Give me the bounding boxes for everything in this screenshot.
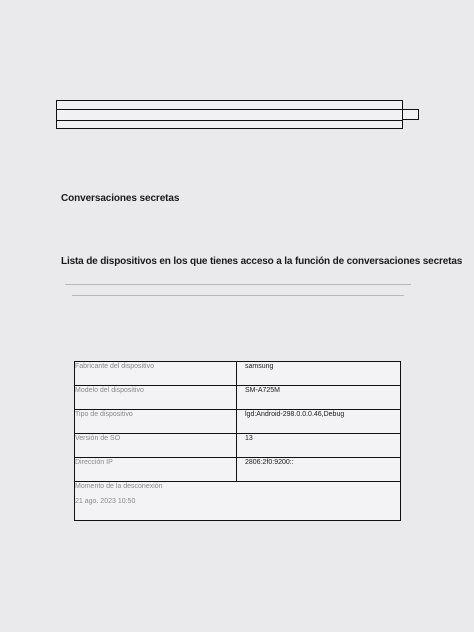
model-value: SM-A725M (245, 387, 281, 394)
disconnect-value: 21 ago. 2023 10:50 (75, 498, 136, 505)
divider (72, 295, 404, 296)
empty-header-cell (402, 109, 419, 120)
list-title: Lista de dispositivos en los que tienes acceso a la función de conversaciones secretas (61, 256, 463, 267)
table-row-manufacturer (75, 362, 400, 386)
device-type-value: lgd:Android-298.0.0.0.46,Debug (245, 411, 345, 418)
table-row-divider (57, 120, 402, 121)
ip-address-label: Dirección IP (75, 458, 237, 481)
os-version-label: Versión de SO (75, 434, 237, 457)
disconnect-label: Momento de la desconexión (75, 483, 163, 490)
section-title: Conversaciones secretas (61, 193, 180, 204)
divider (65, 284, 411, 285)
table-row-os-version (75, 434, 400, 458)
ip-address-value: 2806:2f0:9200:: (245, 459, 294, 466)
device-type-label: Tipo de dispositivo (75, 410, 237, 433)
table-row-model (75, 386, 400, 410)
table-row-ip-address (75, 458, 400, 482)
table-row-disconnect (75, 482, 400, 520)
empty-header-table (56, 100, 403, 129)
os-version-value: 13 (245, 435, 253, 442)
table-row-divider (57, 109, 402, 110)
device-table (74, 361, 401, 521)
manufacturer-value: samsung (245, 363, 274, 370)
table-row-device-type (75, 410, 400, 434)
manufacturer-label: Fabricante del dispositivo (75, 362, 237, 385)
model-label: Modelo del dispositivo (75, 386, 237, 409)
